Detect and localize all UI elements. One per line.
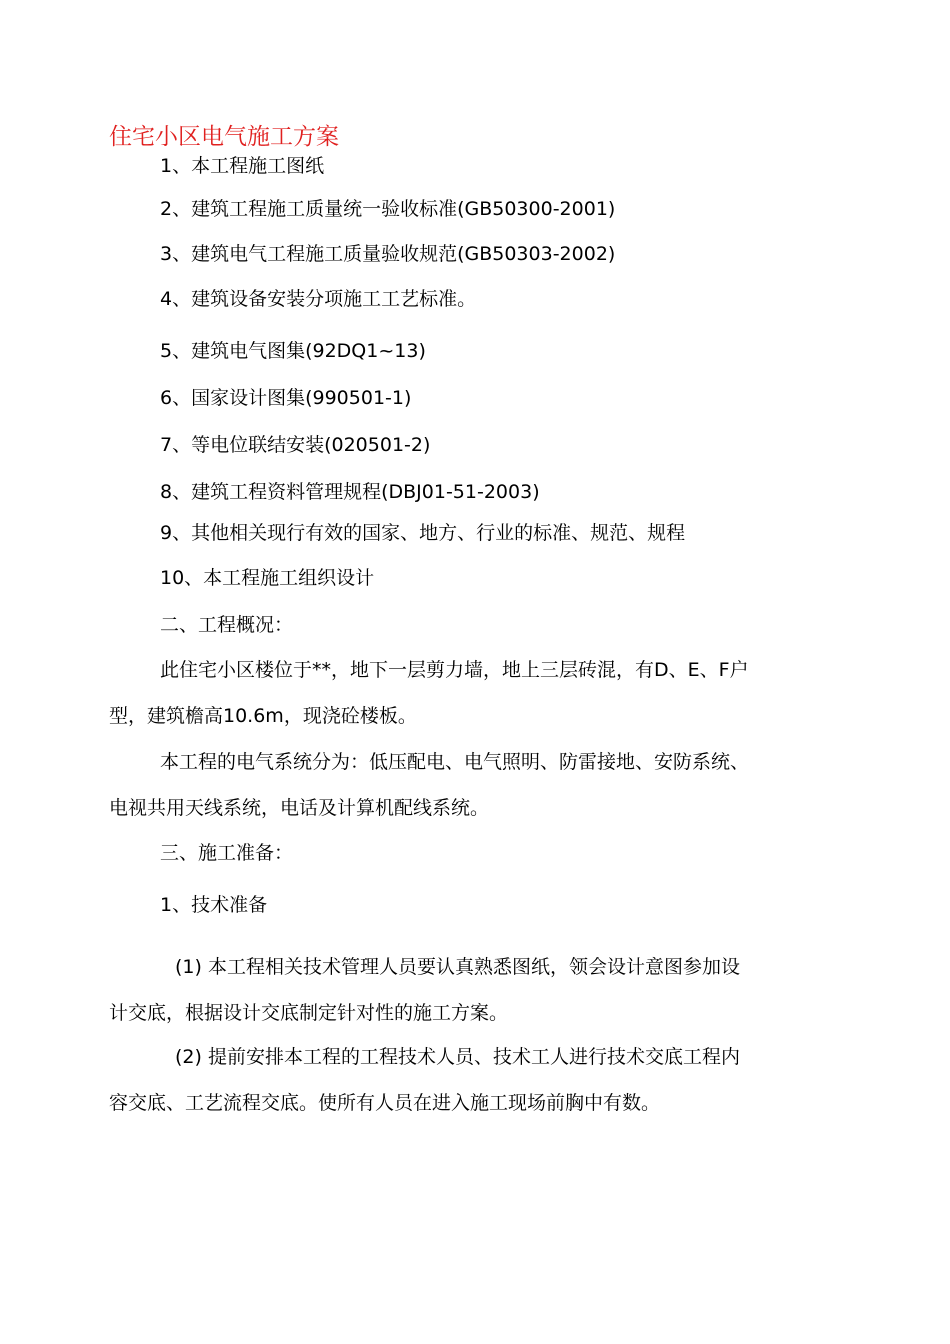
basis-item-2: 2、建筑工程施工质量统一验收标准(GB50300-2001)	[160, 198, 616, 220]
prep-item-1-line-1: (1) 本工程相关技术管理人员要认真熟悉图纸，领会设计意图参加设	[175, 956, 740, 978]
basis-item-10: 10、本工程施工组织设计	[160, 567, 375, 589]
basis-item-6: 6、国家设计图集(990501-1)	[160, 387, 412, 409]
basis-item-4: 4、建筑设备安装分项施工工艺标准。	[160, 288, 477, 310]
overview-paragraph-2-line-2: 电视共用天线系统，电话及计算机配线系统。	[109, 797, 490, 819]
document-title: 住宅小区电气施工方案	[109, 124, 339, 150]
basis-item-9: 9、其他相关现行有效的国家、地方、行业的标准、规范、规程	[160, 522, 686, 544]
basis-item-5: 5、建筑电气图集(92DQ1~13)	[160, 340, 426, 362]
prep-item-1-line-2: 计交底，根据设计交底制定针对性的施工方案。	[109, 1002, 509, 1024]
basis-item-1: 1、本工程施工图纸	[160, 155, 325, 177]
overview-paragraph-1-line-1: 此住宅小区楼位于**，地下一层剪力墙，地上三层砖混，有D、E、F户	[160, 659, 749, 681]
basis-item-8: 8、建筑工程资料管理规程(DBJ01-51-2003)	[160, 481, 540, 503]
overview-paragraph-2-line-1: 本工程的电气系统分为：低压配电、电气照明、防雷接地、安防系统、	[160, 751, 750, 773]
basis-item-7: 7、等电位联结安装(020501-2)	[160, 434, 431, 456]
overview-paragraph-1-line-2: 型，建筑檐高10.6m，现浇砼楼板。	[109, 705, 417, 727]
prep-item-2-line-2: 容交底、工艺流程交底。使所有人员在进入施工现场前胸中有数。	[109, 1092, 661, 1114]
prep-item-2-line-1: (2) 提前安排本工程的工程技术人员、技术工人进行技术交底工程内	[175, 1046, 740, 1068]
subheading-technical-preparation: 1、技术准备	[160, 894, 268, 916]
section-heading-overview: 二、工程概况：	[160, 614, 294, 636]
section-heading-preparation: 三、施工准备：	[160, 842, 294, 864]
basis-item-3: 3、建筑电气工程施工质量验收规范(GB50303-2002)	[160, 243, 616, 265]
